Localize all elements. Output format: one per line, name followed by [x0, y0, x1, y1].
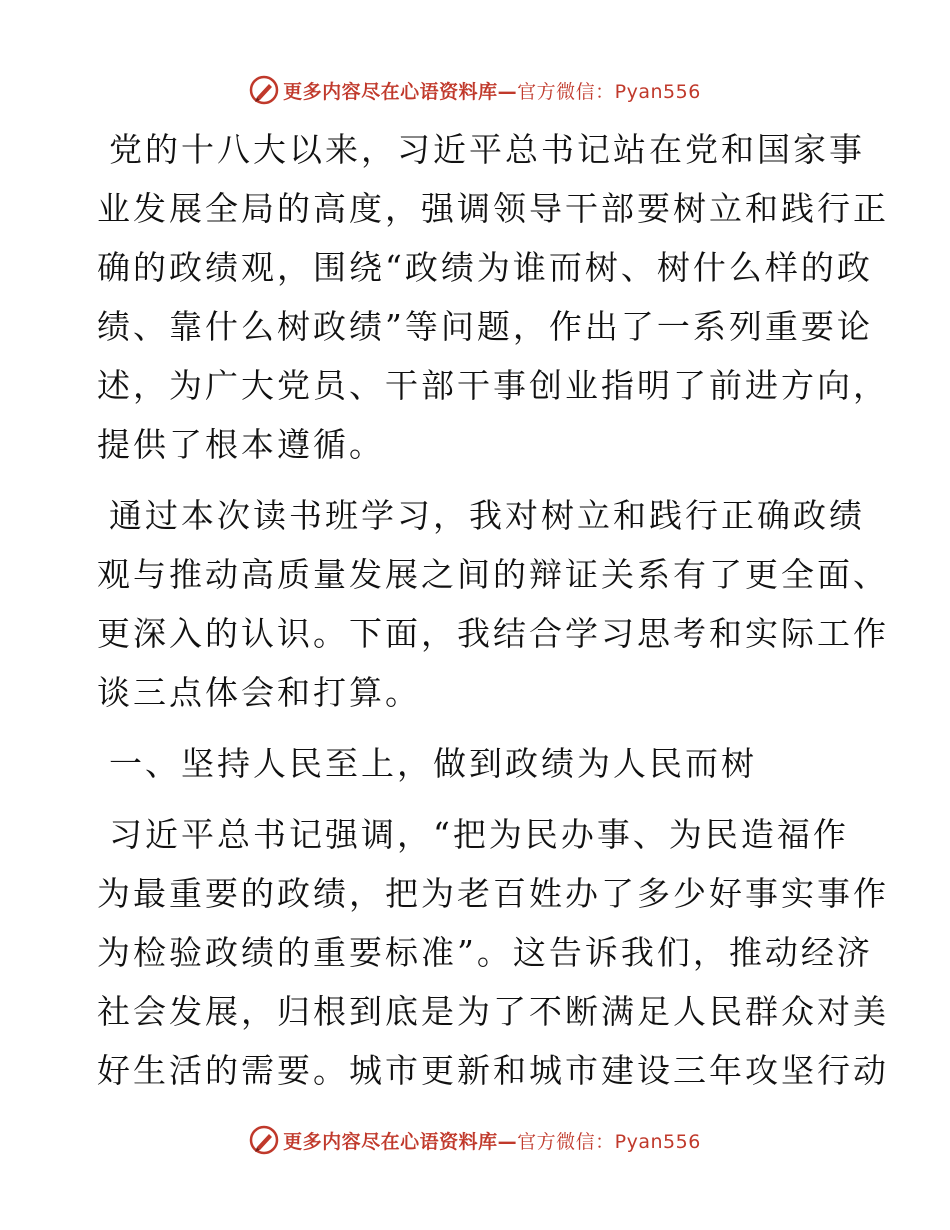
text-line: 绩、靠什么树政绩”等问题，作出了一系列重要论: [97, 307, 873, 346]
text-line: 一、坚持人民至上，做到政绩为人民而树: [109, 744, 757, 783]
header-banner: [0, 70, 950, 110]
text-line: 述，为广大党员、干部干事创业指明了前进方向，: [97, 366, 889, 405]
footer-banner: [0, 1120, 950, 1160]
header-banner-main: 更多内容尽在心语资料库—: [283, 80, 518, 103]
document-body: [97, 120, 889, 1112]
text-line: 通过本次读书班学习，我对树立和践行正确政绩: [109, 496, 865, 535]
paragraph-study: [97, 486, 889, 722]
paragraph-intro: [97, 120, 889, 474]
text-line: 业发展全局的高度，强调领导干部要树立和践行正: [97, 189, 889, 228]
paragraph-people: [97, 805, 889, 1100]
pen-logo-icon: [249, 1125, 279, 1155]
footer-banner-text: [283, 1127, 701, 1154]
text-line: 习近平总书记强调，“把为民办事、为民造福作: [109, 815, 849, 854]
text-line: 为最重要的政绩，把为老百姓办了多少好事实事作: [97, 874, 889, 913]
header-banner-sub: 官方微信：Pyan556: [517, 80, 701, 103]
text-line: 更深入的认识。下面，我结合学习思考和实际工作: [97, 614, 889, 653]
text-line: 确的政绩观，围绕“政绩为谁而树、树什么样的政: [97, 248, 873, 287]
header-banner-text: [283, 77, 701, 104]
text-line: 社会发展，归根到底是为了不断满足人民群众对美: [97, 992, 889, 1031]
text-line: 提供了根本遵循。: [97, 425, 385, 464]
text-line: 好生活的需要。城市更新和城市建设三年攻坚行动: [97, 1051, 889, 1090]
footer-banner-main: 更多内容尽在心语资料库—: [283, 1130, 518, 1153]
text-line: 党的十八大以来，习近平总书记站在党和国家事: [109, 130, 865, 169]
footer-banner-sub: 官方微信：Pyan556: [517, 1130, 701, 1153]
text-line: 谈三点体会和打算。: [97, 673, 421, 712]
pen-logo-icon: [249, 75, 279, 105]
text-line: 为检验政绩的重要标准”。这告诉我们，推动经济: [97, 933, 873, 972]
text-line: 观与推动高质量发展之间的辩证关系有了更全面、: [97, 555, 889, 594]
section-heading-1: [97, 734, 853, 793]
